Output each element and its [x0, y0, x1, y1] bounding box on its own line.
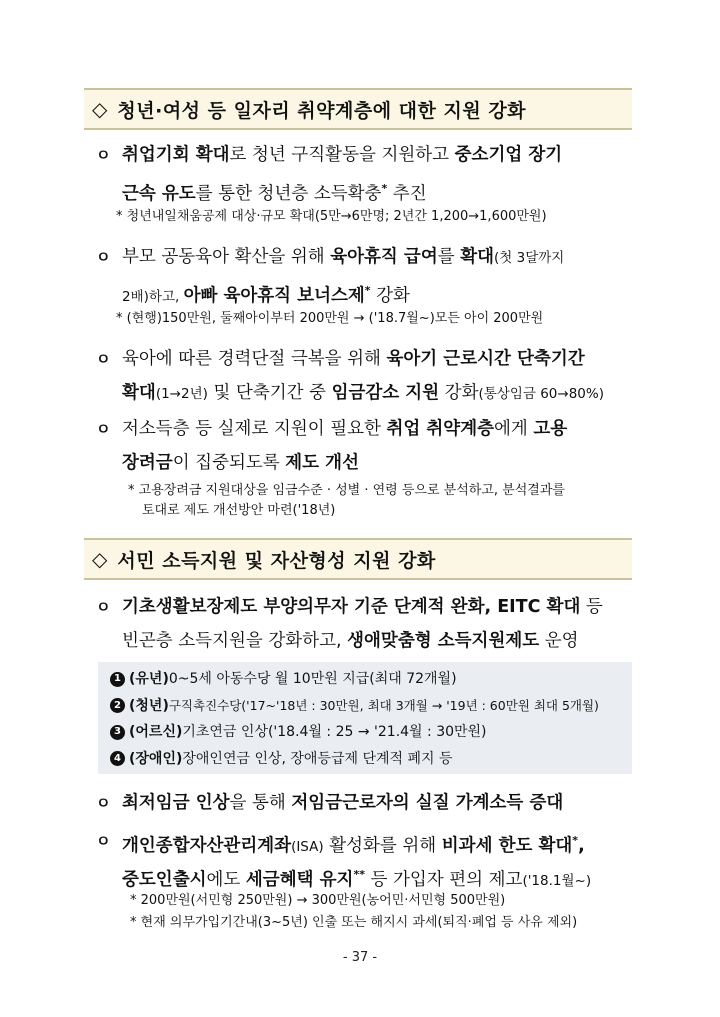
box-row	[110, 746, 632, 773]
text: 이 집중되도록	[172, 453, 286, 473]
text: 을 통해	[229, 793, 292, 813]
list-item-basic-livelihood	[96, 590, 636, 658]
bold-text: 고용	[533, 419, 568, 439]
bold-text: 장려금	[122, 453, 173, 473]
item-line	[122, 138, 636, 172]
item-line	[122, 274, 636, 308]
text: *	[364, 284, 371, 297]
lifecycle-support-box	[98, 662, 632, 774]
text: 육아에 따른 경력단절 극복을 위해	[122, 349, 387, 369]
bullet: ㅇ	[96, 794, 111, 812]
diamond-icon: ◇	[92, 547, 108, 571]
item-line	[122, 240, 636, 274]
bullet: ㅇ	[96, 146, 111, 164]
footnote: * 200만원(서민형 250만원) → 300만원(농어민·서민형 500만원)	[130, 893, 506, 908]
footnote-continued: 토대로 제도 개선방안 마련('18년)	[142, 503, 336, 518]
item-line	[122, 412, 636, 446]
text: 강화	[439, 383, 479, 403]
box-text: 장애인연금 인상, 장애등급제 단계적 폐지 등	[182, 750, 453, 767]
box-label: (장애인)	[129, 750, 183, 767]
box-text: 구직촉진수당('17~'18년 : 30만원, 최대 3개월 → '19년 : 60만원 최대 5개월)	[168, 697, 599, 713]
section-title-1: 청년·여성 등 일자리 취약계층에 대한 지원 강화	[117, 99, 527, 122]
item-line	[122, 376, 636, 410]
text: 운영	[539, 631, 579, 651]
bold-text: 중소기업 장기	[454, 145, 563, 165]
bold-text: 임금감소 지원	[331, 383, 440, 403]
item-line	[122, 590, 636, 624]
bold-text: 육아기 근로시간 단축기간	[386, 349, 585, 369]
text: 등	[580, 597, 603, 617]
text: 저소득층 등 실제로 지원이 필요한	[122, 419, 387, 439]
box-row	[110, 666, 632, 693]
item-line	[122, 858, 636, 892]
footnote: * 고용장려금 지원대상을 임금수준 · 성별 · 연령 등으로 분석하고, 분석결과를	[128, 483, 565, 498]
text: *	[381, 182, 388, 195]
bullet: ㅇ	[96, 420, 111, 438]
bold-text: 생애맞춤형 소득지원제도	[347, 631, 540, 651]
list-item-youth-employment	[96, 138, 636, 206]
bullet: ㅇ	[96, 248, 111, 266]
text: 강화	[370, 285, 410, 306]
bold-text: 중도인출시	[122, 869, 207, 890]
section-title-2: 서민 소득지원 및 자산형성 지원 강화	[117, 549, 436, 572]
text: 등 가입자 편의 제고	[364, 869, 523, 890]
bold-text: 확대	[122, 383, 156, 403]
text: (ISA)	[291, 838, 324, 855]
box-text: 0~5세 아동수당 월 10만원 지급(최대 72개월)	[168, 671, 457, 687]
circled-number-3: 3	[110, 725, 125, 740]
section-header-2	[84, 538, 632, 580]
item-line	[122, 172, 636, 206]
bold-text: 개인종합자산관리계좌	[122, 835, 292, 856]
text: (1→2년)	[155, 386, 208, 402]
bold-text: 제도 개선	[285, 453, 359, 473]
bold-text: 비과세 한도 확대	[441, 835, 573, 856]
bold-text: 육아휴직 급여	[330, 247, 438, 267]
text: 2배)하고,	[122, 288, 184, 305]
text: (첫 3달까지	[494, 250, 565, 266]
bold-text: 확대	[460, 247, 495, 267]
item-line	[122, 342, 636, 376]
item-line	[122, 624, 636, 658]
bold-text: 근속 유도	[122, 183, 196, 204]
bold-text: 세금혜택 유지	[245, 869, 354, 890]
box-text: 기초연금 인상('18.4월 : 25 → '21.4월 : 30만원)	[182, 724, 487, 740]
bold-text: **	[353, 868, 365, 881]
box-label: (어르신)	[129, 724, 183, 740]
bold-text: 취업 취약계층	[386, 419, 495, 439]
bold-text: 저임금근로자의 실질 가계소득 증대	[291, 793, 564, 813]
circled-number-1: 1	[110, 672, 125, 687]
bold-text: 기초생활보장제도 부양의무자 기준 단계적 완화, EITC 확대	[122, 597, 581, 617]
footnote: * 현재 의무가입기간내(3~5년) 인출 또는 해지시 과세(퇴직·폐업 등 사유 제외)	[130, 915, 578, 930]
box-row	[110, 693, 632, 720]
text: 를	[437, 247, 461, 267]
text: 부모 공동육아 확산을 위해	[122, 247, 331, 267]
bold-text: ,	[578, 835, 585, 856]
list-item-isa	[96, 824, 636, 892]
item-line	[122, 824, 636, 858]
page-number: - 37 -	[342, 950, 378, 965]
bold-text: *	[572, 834, 579, 847]
circled-number-4: 4	[110, 751, 125, 766]
text: (통상임금 60→80%)	[478, 386, 604, 402]
box-label: (청년)	[129, 697, 169, 714]
bold-text: 취업기회 확대	[122, 145, 230, 165]
bullet: ㅇ	[96, 832, 111, 850]
text: ('18.1월~)	[522, 872, 592, 889]
circled-number-2: 2	[110, 698, 125, 713]
item-line	[122, 446, 636, 480]
text: 빈곤층 소득지원을 강화하고,	[122, 631, 348, 651]
list-item-employment-subsidy	[96, 412, 636, 480]
bold-text: 최저임금 인상	[122, 793, 230, 813]
footnote: * (현행)150만원, 둘째아이부터 200만원 → ('18.7월~)모든 아이 200만원	[116, 311, 544, 326]
bullet: ㅇ	[96, 598, 111, 616]
list-item-working-hours	[96, 342, 636, 410]
text: 에게	[494, 419, 534, 439]
text: 추진	[387, 183, 427, 204]
text: 에도	[206, 869, 246, 890]
text: 및 단축기간 중	[207, 383, 332, 403]
text: 를 통한 청년층 소득확충	[195, 183, 382, 204]
bold-text: 아빠 육아휴직 보너스제	[183, 285, 365, 306]
footnote: * 청년내일채움공제 대상·규모 확대(5만→6만명; 2년간 1,200→1,600만원)	[116, 209, 547, 224]
diamond-icon: ◇	[92, 97, 108, 121]
section-header-1	[84, 88, 632, 130]
item-line	[122, 786, 636, 820]
list-item-minimum-wage	[96, 786, 636, 820]
bullet: ㅇ	[96, 350, 111, 368]
text: 로 청년 구직활동을 지원하고	[229, 145, 455, 165]
box-label: (유년)	[129, 671, 169, 687]
text: 활성화를 위해	[323, 835, 442, 856]
list-item-parental-leave	[96, 240, 636, 308]
box-row	[110, 719, 632, 746]
